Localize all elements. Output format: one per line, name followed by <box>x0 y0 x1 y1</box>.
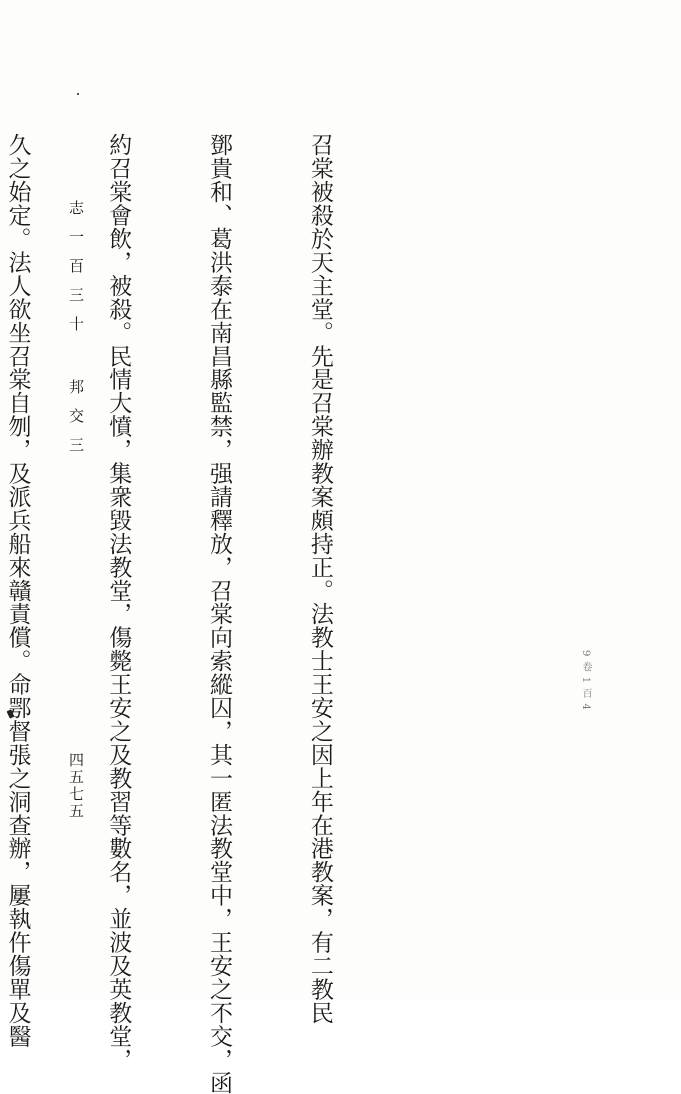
text-column: 久之始定。法人欲坐召棠自刎，及派兵船來贛責償。命鄂督張之洞查辦，屢執仵傷單及醫 <box>4 133 31 1048</box>
body-text <box>0 133 403 1094</box>
volume-label: 志一百三十 <box>67 200 85 345</box>
bleed-through-text: 9 卷 1 百 4 <box>580 650 591 711</box>
text-column: 約召棠會飲，被殺。民情大憤，集衆毀法教堂，傷斃王安之及教習等數名，並波及英教堂， <box>105 133 132 1071</box>
page-number: 四五七五 <box>67 752 85 820</box>
ink-speck <box>77 93 79 95</box>
section-label: 邦交三 <box>67 379 85 466</box>
text-column: 鄧貴和、葛洪泰在南昌縣監禁，强請釋放，召棠向索縱囚，其一匿法教堂中，王安之不交，函 <box>206 133 233 1094</box>
text-column: 召棠被殺於天主堂。先是召棠辦教案頗持正。法教士王安之因上年在港教案，有二教民 <box>306 133 333 1025</box>
